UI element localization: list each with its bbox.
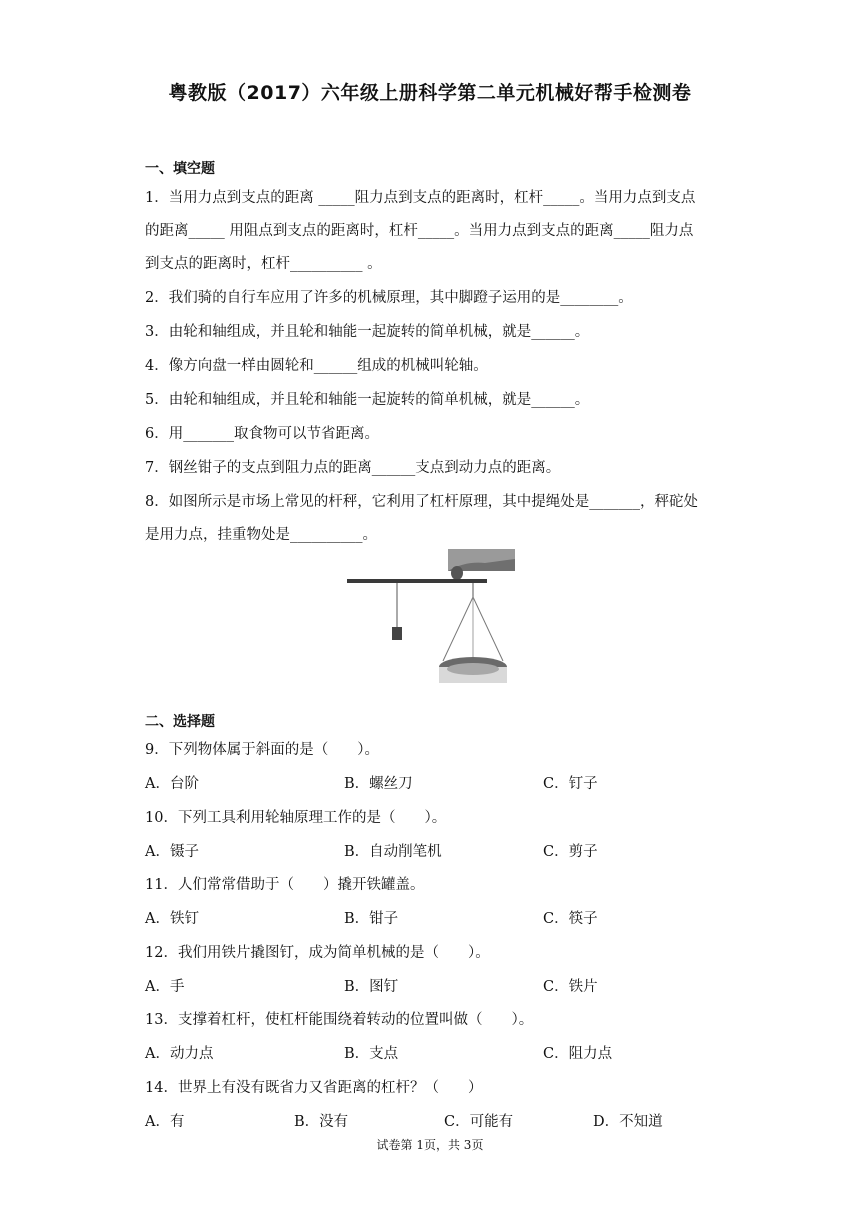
choice-option: A．台阶	[145, 776, 199, 792]
steelyard-figure	[345, 549, 515, 683]
pan-string	[473, 597, 503, 661]
choice-option: C．可能有	[444, 1114, 514, 1130]
choice-option: B．支点	[344, 1046, 399, 1062]
question-line: 5．由轮和轴组成，并且轮和轴能一起旋转的简单机械，就是______。	[145, 392, 590, 408]
question-line: 7．钢丝钳子的支点到阻力点的距离______支点到动力点的距离。	[145, 460, 561, 476]
choice-option: C．阻力点	[543, 1046, 613, 1062]
page-footer: 试卷第 1页，共 3页	[376, 1138, 484, 1152]
question-line: 2．我们骑的自行车应用了许多的机械原理，其中脚蹬子运用的是________。	[145, 290, 633, 306]
counterweight	[392, 627, 402, 640]
steelyard-illustration	[345, 549, 515, 683]
choice-option: D．不知道	[593, 1114, 663, 1130]
question-stem: 12．我们用铁片撬图钉，成为简单机械的是（ ）。	[145, 945, 490, 961]
question-line: 3．由轮和轴组成，并且轮和轴能一起旋转的简单机械，就是______。	[145, 324, 590, 340]
choice-option: A．有	[145, 1114, 185, 1130]
question-stem: 11．人们常常借助于（ ）撬开铁罐盖。	[145, 877, 425, 893]
choice-option: C．铁片	[543, 979, 598, 995]
choice-option: C．钉子	[543, 776, 598, 792]
question-line: 4．像方向盘一样由圆轮和______组成的机械叫轮轴。	[145, 358, 488, 374]
choice-option: B．自动削笔机	[344, 844, 442, 860]
question-stem: 9．下列物体属于斜面的是（ ）。	[145, 742, 379, 758]
question-line: 到支点的距离时，杠杆__________ 。	[145, 256, 382, 272]
choice-option: C．剪子	[543, 844, 598, 860]
choice-option: A．铁钉	[145, 911, 199, 927]
section-heading-choice: 二、选择题	[145, 714, 215, 730]
choice-option: B．图钉	[344, 979, 399, 995]
question-line: 8．如图所示是市场上常见的杆秤，它利用了杠杆原理，其中提绳处是_______，秤砣处	[145, 494, 698, 510]
question-stem: 13．支撑着杠杆，使杠杆能围绕着转动的位置叫做（ ）。	[145, 1012, 534, 1028]
choice-option: B．钳子	[344, 911, 399, 927]
section-heading-fill-blank: 一、填空题	[145, 161, 215, 177]
question-stem: 10．下列工具利用轮轴原理工作的是（ ）。	[145, 810, 447, 826]
choice-option: A．动力点	[145, 1046, 214, 1062]
question-line: 是用力点，挂重物处是__________。	[145, 527, 377, 543]
question-line: 6．用_______取食物可以节省距离。	[145, 426, 379, 442]
steelyard-beam	[347, 579, 487, 583]
choice-option: A．手	[145, 979, 185, 995]
pan-string	[443, 597, 473, 661]
question-line: 的距离_____ 用阻点到支点的距离时，杠杆_____。当用力点到支点的距离_____阻力点	[145, 223, 694, 239]
choice-option: A．镊子	[145, 844, 199, 860]
choice-option: B．没有	[294, 1114, 349, 1130]
question-stem: 14．世界上有没有既省力又省距离的杠杆？（ ）	[145, 1080, 483, 1096]
choice-option: B．螺丝刀	[344, 776, 413, 792]
choice-option: C．筷子	[543, 911, 598, 927]
page-title: 粤教版（2017）六年级上册科学第二单元机械好帮手检测卷	[168, 82, 692, 104]
question-line: 1．当用力点到支点的距离 _____阻力点到支点的距离时，杠杆_____。当用力点到支点	[145, 190, 696, 206]
